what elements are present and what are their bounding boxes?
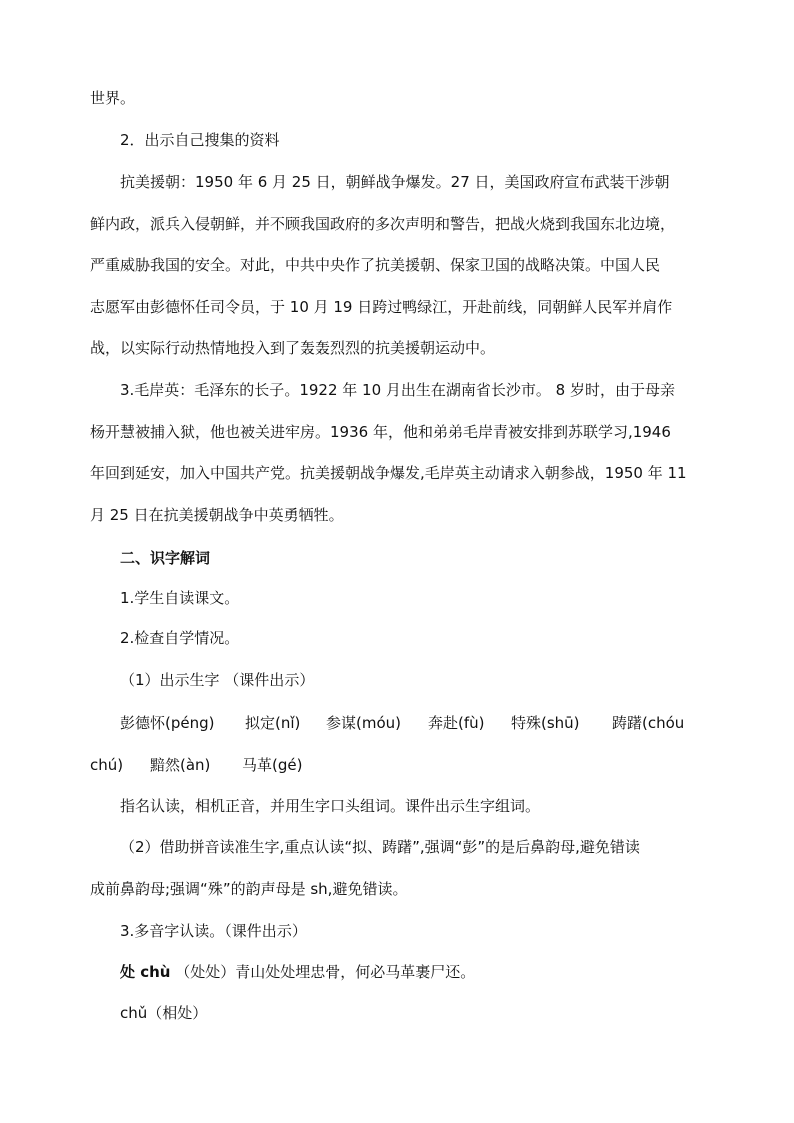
text-line: （2）借助拼音读准生字,重点认读“拟、踌躇”,强调“彭”的是后鼻韵母,避免错读	[120, 838, 640, 856]
char-item: 参谋(móu)	[326, 714, 402, 732]
step-1	[90, 578, 708, 620]
step-2-sub-2	[90, 827, 708, 910]
text-line: 志愿军由彭德怀任司令员，于 10 月 19 日跨过鸭绿江，开赴前线，同朝鲜人民军并肩作	[90, 297, 673, 316]
text-line: 世界。	[90, 89, 136, 107]
text-line: chǔ（相处）	[120, 1004, 208, 1022]
text-line: 3.毛岸英：毛泽东的长子。1922 年 10 月出生在湖南省长沙市。 8 岁时，由于母亲	[120, 381, 675, 399]
step-3	[90, 911, 708, 953]
polyphone-chu-4	[90, 952, 708, 994]
paragraph-continuation	[90, 78, 708, 120]
char-item: 黯然(àn)	[150, 756, 211, 774]
text-line	[120, 952, 708, 994]
text-line: 年回到延安，加入中国共产党。抗美援朝战争爆发,毛岸英主动请求入朝参战，1950 年 11	[90, 464, 687, 482]
heading-text: 二、识字解词	[120, 549, 211, 567]
paragraph-maoanying	[90, 370, 708, 536]
text-line: 杨开慧被捕入狱，他也被关进牢房。1936 年，他和弟弟毛岸青被安排到苏联学习,1946	[90, 422, 671, 441]
step-2-note	[90, 786, 708, 828]
char-item: 彭德怀(péng)	[120, 714, 215, 732]
char-item: chú)	[90, 756, 124, 774]
text-line: 2．出示自己搜集的资料	[120, 131, 280, 149]
polyphone-char: 处 chù	[120, 963, 171, 981]
paragraph-kangmeiyuanchao	[90, 162, 708, 370]
char-item: 特殊(shū)	[511, 714, 580, 732]
text-line: 月 25 日在抗美援朝战争中英勇牺牲。	[90, 505, 344, 524]
text-line: （1）出示生字 （课件出示）	[120, 671, 315, 689]
text-line: 成前鼻韵母;强调“殊”的韵声母是 sh,避免错读。	[90, 879, 408, 898]
char-item: 马革(gé)	[242, 756, 303, 774]
section-heading	[90, 538, 708, 580]
section-item-2	[90, 120, 708, 162]
text-line: 严重威胁我国的安全。对此，中共中央作了抗美援朝、保家卫国的战略决策。中国人民	[90, 256, 661, 274]
text-line: 抗美援朝：1950 年 6 月 25 日，朝鲜战争爆发。27 日，美国政府宣布武装干涉朝	[120, 173, 670, 191]
polyphone-example: （处处）青山处处埋忠骨，何必马革裹尸还。	[170, 963, 476, 981]
text-line: 指名认读，相机正音，并用生字口头组词。课件出示生字组词。	[120, 797, 541, 815]
polyphone-chu-3	[90, 993, 708, 1035]
text-line: 3.多音字认读。（课件出示）	[120, 922, 307, 940]
char-item: 拟定(nǐ)	[245, 714, 301, 732]
text-line: 战，以实际行动热情地投入到了轰轰烈烈的抗美援朝运动中。	[90, 339, 496, 357]
char-item: 奔赴(fù)	[428, 714, 485, 732]
text-line: 2.检查自学情况。	[120, 629, 240, 647]
step-2-sub-1	[90, 660, 708, 702]
text-line: 鲜内政，派兵入侵朝鲜，并不顾我国政府的多次声明和警告，把战火烧到我国东北边境，	[90, 214, 676, 233]
step-2	[90, 618, 708, 660]
text-line: 1.学生自读课文。	[120, 589, 240, 607]
char-item: 踌躇(chóu	[612, 714, 685, 732]
